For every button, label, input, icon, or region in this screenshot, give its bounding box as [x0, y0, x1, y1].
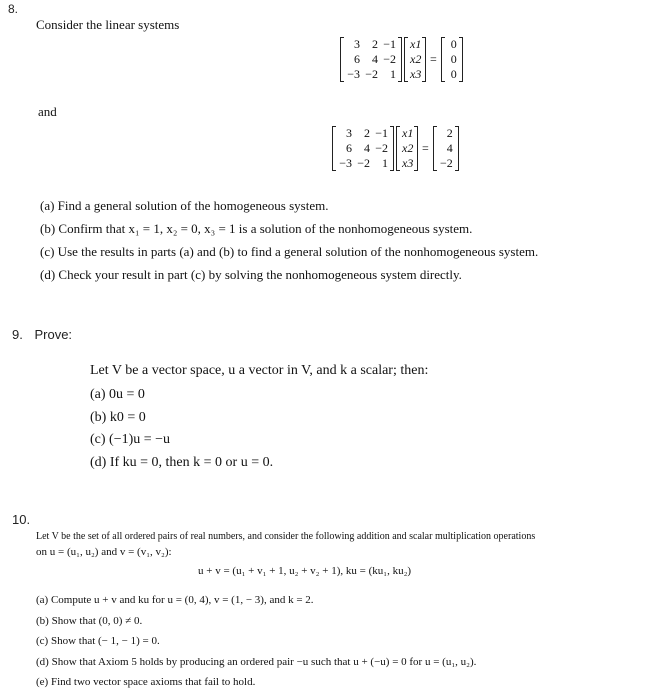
matrix-entry: 4 — [364, 141, 370, 155]
variable-vector-1 — [404, 37, 426, 82]
matrix-entry: −2 — [375, 141, 388, 155]
matrix-entry: −1 — [375, 126, 388, 140]
question-9-part-b: (b) k0 = 0 — [90, 409, 146, 425]
question-9-part-d: (d) If ku = 0, then k = 0 or u = 0. — [90, 454, 274, 470]
question-10-formula: u + v = (u₁ + v₁ + 1, u₂ + v₂ + 1), ku = (ku₁, ku₂) — [198, 565, 412, 577]
variable-entry: x2 — [402, 141, 414, 155]
matrix-entry: 4 — [372, 52, 378, 66]
question-10-line-1: Let V be the set of all ordered pairs of real numbers, and consider the following addition and scalar multiplication operations — [36, 531, 536, 542]
rhs-entry: 0 — [450, 67, 457, 81]
matrix-entry: 1 — [382, 156, 388, 170]
rhs-vector-2 — [433, 126, 459, 171]
question-10-part-b: (b) Show that (0, 0) ≠ 0. — [36, 614, 143, 627]
variable-entry: x2 — [410, 52, 422, 66]
question-10-part-d: (d) Show that Axiom 5 holds by producing an ordered pair −u such that u + (−u) = 0 for u = (u₁, u₂). — [36, 655, 477, 668]
matrix-entry: 1 — [390, 67, 396, 81]
rhs-entry: 2 — [446, 126, 453, 140]
question-8-intro: Consider the linear systems — [36, 17, 180, 32]
question-9-part-c: (c) (−1)u = −u — [90, 432, 171, 447]
system-2-matrix-equation — [332, 126, 459, 171]
variable-entry: x1 — [402, 126, 414, 140]
question-9-number: 9. — [12, 327, 23, 342]
matrix-entry: 2 — [364, 126, 370, 140]
variable-entry: x1 — [410, 37, 422, 51]
question-10-number: 10. — [12, 512, 31, 527]
variable-entry: x3 — [402, 156, 414, 170]
question-10-part-e: (e) Find two vector space axioms that fail to hold. — [36, 676, 256, 688]
question-8-number: 8. — [8, 2, 19, 16]
question-10-part-c: (c) Show that (− 1, − 1) = 0. — [36, 635, 160, 647]
question-8-part-a: (a) Find a general solution of the homogeneous system. — [40, 198, 329, 213]
matrix-entry: 6 — [346, 141, 352, 155]
coefficient-matrix-2 — [332, 126, 394, 171]
matrix-entry: −1 — [383, 37, 396, 51]
coefficient-matrix-1 — [340, 37, 402, 82]
matrix-entry: −2 — [357, 156, 370, 170]
variable-vector-2 — [396, 126, 418, 171]
equals-sign: = — [430, 52, 437, 66]
matrix-entry: −2 — [365, 67, 378, 81]
question-9-parts — [90, 384, 273, 474]
question-8-and: and — [38, 104, 57, 119]
rhs-entry: 0 — [450, 37, 457, 51]
variable-entry: x3 — [410, 67, 422, 81]
matrix-entry: −3 — [347, 67, 360, 81]
rhs-vector-1 — [441, 37, 463, 82]
question-9-statement: Let V be a vector space, u a vector in V, and k a scalar; then: — [90, 363, 429, 378]
system-1-matrix-equation — [340, 37, 463, 82]
matrix-entry: −2 — [383, 52, 396, 66]
matrix-entry: 3 — [354, 37, 360, 51]
matrix-entry: 6 — [354, 52, 360, 66]
question-8-part-c: (c) Use the results in parts (a) and (b) to find a general solution of the nonhomogeneous system. — [40, 244, 539, 259]
question-10-line-2: on u = (u₁, u₂) and v = (v₁, v₂): — [36, 546, 172, 558]
question-9-header — [12, 327, 72, 342]
equals-sign: = — [422, 141, 429, 155]
question-9-label: Prove: — [34, 327, 73, 342]
rhs-entry: −2 — [440, 156, 453, 170]
question-9-part-a: (a) 0u = 0 — [90, 387, 145, 402]
rhs-entry: 4 — [446, 141, 453, 155]
question-8-parts — [40, 194, 538, 286]
question-10-part-a: (a) Compute u + v and ku for u = (0, 4), v = (1, − 3), and k = 2. — [36, 594, 314, 606]
matrix-entry: 2 — [372, 37, 378, 51]
question-8-part-b: (b) Confirm that x₁ = 1, x₂ = 0, x₃ = 1 is a solution of the nonhomogeneous system. — [40, 221, 473, 236]
matrix-entry: −3 — [339, 156, 352, 170]
matrix-entry: 3 — [346, 126, 352, 140]
question-10-parts — [36, 590, 476, 693]
rhs-entry: 0 — [450, 52, 457, 66]
question-8-part-d: (d) Check your result in part (c) by solving the nonhomogeneous system directly. — [40, 267, 462, 282]
